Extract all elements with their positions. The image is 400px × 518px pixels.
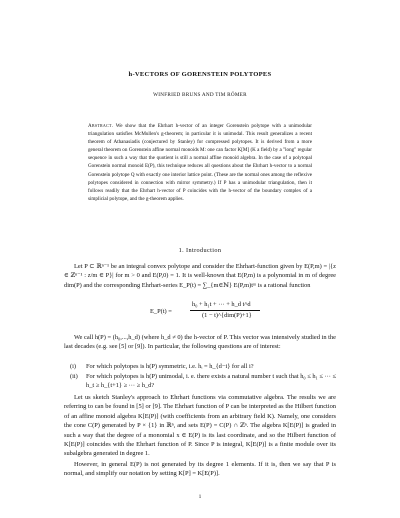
intro-paragraph-4-block	[64, 460, 336, 479]
list-item	[70, 372, 336, 391]
paper-authors: WINFRIED BRUNS AND TIM RÖMER	[153, 92, 247, 98]
list-item-text: For which polytopes is h(P) unimodal, i. e. there exists a natural number t such that h₀ ≤ h₁ ≤ ··· ≤ h_t ≥ h_{t+1} ≥ ··· ≥ h_d?	[86, 373, 336, 390]
intro-paragraph-2-block	[64, 333, 336, 352]
formula-numerator: h₀ + h₁t + ··· + h_d t^d	[192, 301, 251, 308]
intro-paragraph-3-block	[64, 393, 336, 459]
intro-paragraph-1: Let P ⊂ ℝⁿ⁻¹ be an integral convex polytope and consider the Ehrhart-function given by E(P,m) = |{z ∈ ℤⁿ⁻¹ : z/m ∈ P}| for m > 0 and E(P,0) = 1. It is well-known that E(P,m) is a polynomial in m of degree dim(P) and the corresponding Ehrhart-series E_P(t) = ∑_{m∈ℕ} E(P,m)tᵐ is a rational function	[64, 263, 336, 289]
intro-paragraph-3: Let us sketch Stanley's approach to Ehrhart functions via commutative algebra. The results we are referring to can be found in [5] or [9]. The Ehrhart function of P can be interpreted as the Hilbert function of an affine monoid algebra K[E(P)] (with coefficients from an arbitrary field K). Namely, one considers the cone C(P) generated by P × {1} in ℝⁿ, and sets E(P) = C(P) ∩ ℤⁿ. The algebra K[E(P)] is graded in such a way that the degree of a monomial x ∈ E(P) is its last coordinate, and so the Hilbert function of K[E(P)] coincides with the Ehrhart function of P. Since P is integral, K[E(P)] is a finite module over its subalgebra generated in degree 1.	[64, 394, 336, 458]
ehrhart-series-formula	[150, 300, 270, 326]
paper-title: h-VECTORS OF GORENSTEIN POLYTOPES	[128, 71, 272, 78]
intro-paragraph-1-block	[64, 262, 336, 290]
abstract-label: Abstract.	[88, 123, 114, 129]
formula-lhs: E_P(t) =	[150, 308, 172, 315]
list-item-text: For which polytopes is h(P) symmetric, i.e. hᵢ = h_{d−i} for all i?	[86, 363, 254, 370]
formula-denominator: (1 − t)^{dim(P)+1}	[202, 312, 252, 319]
section-heading: 1. Introduction	[178, 247, 222, 254]
intro-paragraph-2: We call h(P) = (h₀,...,h_d) (where h_d ≠ 0) the h-vector of P. This vector was intensively studied in the last decades (e.g. see [5] or [9]). In particular, the following questions are of interest:	[64, 334, 336, 351]
abstract-text: We show that the Ehrhart h-vector of an integer Gorenstein polytope with a unimodular triangulation satisfies McMullen's g-theorem; in particular it is unimodal. This result generalizes a recent theorem of Athanasiadis (conjectured by Stanley) for compressed polytopes. It is derived from a more general theorem on Gorenstein affine normal monoids M: one can factor K[M] (K a field) by a "long" regular sequence in such a way that the quotient is still a normal affine monoid algebra. In the case of a polytopal Gorenstein normal monoid E(P), this technique reduces all questions about the Ehrhart h-vector to a normal Gorenstein polytope Q with exactly one interior lattice point. (These are the normal ones among the reflexive polytopes considered in connection with mirror symmetry.) If P has a unimodular triangulation, then it follows readily that the Ehrhart h-vector of P coincides with the h-vector of the boundary complex of a simplicial polytope, and the g-theorem applies.	[88, 123, 313, 202]
list-item-label: (ii)	[70, 373, 78, 380]
page-number: 1	[198, 494, 202, 500]
list-item-label: (i)	[70, 363, 77, 370]
fraction-bar	[190, 310, 260, 311]
intro-paragraph-4: However, in general E(P) is not generated by its degree 1 elements. If it is, then we say that P is normal, and simplify our notation by setting K[P] = K[E(P)].	[64, 461, 336, 478]
abstract	[88, 122, 312, 203]
list-item	[70, 362, 336, 371]
